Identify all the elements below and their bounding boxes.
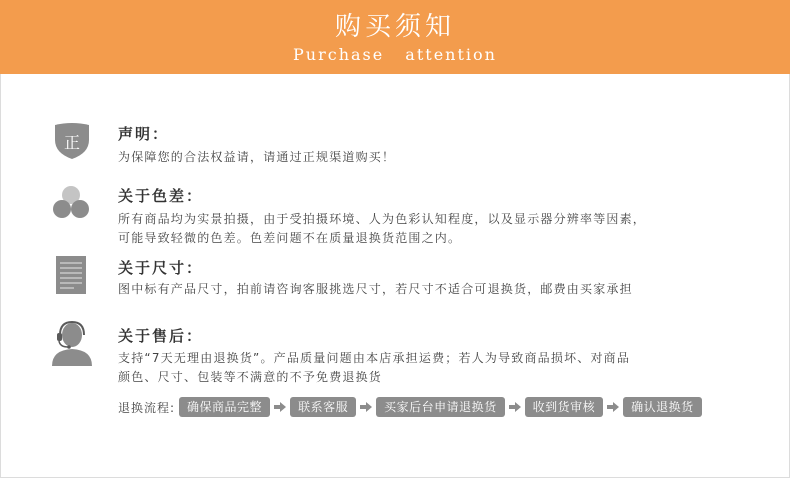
arrow-right-icon <box>607 402 619 412</box>
arrow-right-icon <box>509 402 521 412</box>
section-text <box>118 148 718 167</box>
arrow-right-icon <box>274 402 286 412</box>
section-title: 关于尺寸： <box>118 259 204 277</box>
page-subtitle: Purchase attention <box>293 45 497 64</box>
section-text <box>118 349 718 387</box>
flow-step: 确认退换货 <box>623 397 702 417</box>
section-text <box>118 210 718 248</box>
section-line: 图中标有产品尺寸，拍前请咨询客服挑选尺寸，若尺寸不适合可退换货，邮费由买家承担 <box>118 282 633 296</box>
flow-step: 联系客服 <box>290 397 356 417</box>
flow-step: 收到货审核 <box>525 397 604 417</box>
zheng-badge-icon <box>52 122 92 164</box>
arrow-right-icon <box>360 402 372 412</box>
header-banner <box>0 0 790 74</box>
section-line: 可能导致轻微的色差。色差问题不在质量退换货范围之内。 <box>118 231 462 245</box>
section-line: 所有商品均为实景拍摄，由于受拍摄环境、人为色彩认知程度，以及显示器分辨率等因素， <box>118 212 647 226</box>
document-icon <box>56 256 88 300</box>
return-process-flow <box>118 396 702 418</box>
section-title: 关于色差： <box>118 187 204 205</box>
zheng-badge-char: 正 <box>63 133 81 152</box>
section-title: 声明： <box>118 125 170 143</box>
section-line: 支持“7天无理由退换货”。产品质量问题由本店承担运费；若人为导致商品损坏、对商品 <box>118 351 631 365</box>
section-title: 关于售后： <box>118 327 204 345</box>
flow-step: 确保商品完整 <box>179 397 270 417</box>
customer-service-icon <box>50 320 94 370</box>
color-circles-icon <box>52 184 90 224</box>
section-line: 颜色、尺寸、包装等不满意的不予免费退换货 <box>118 370 383 384</box>
section-text <box>118 280 718 299</box>
page-title: 购买须知 <box>334 12 455 42</box>
flow-step: 买家后台申请退换货 <box>376 397 505 417</box>
flow-label: 退换流程: <box>118 400 176 415</box>
section-line: 为保障您的合法权益请，请通过正规渠道购买！ <box>118 150 396 164</box>
